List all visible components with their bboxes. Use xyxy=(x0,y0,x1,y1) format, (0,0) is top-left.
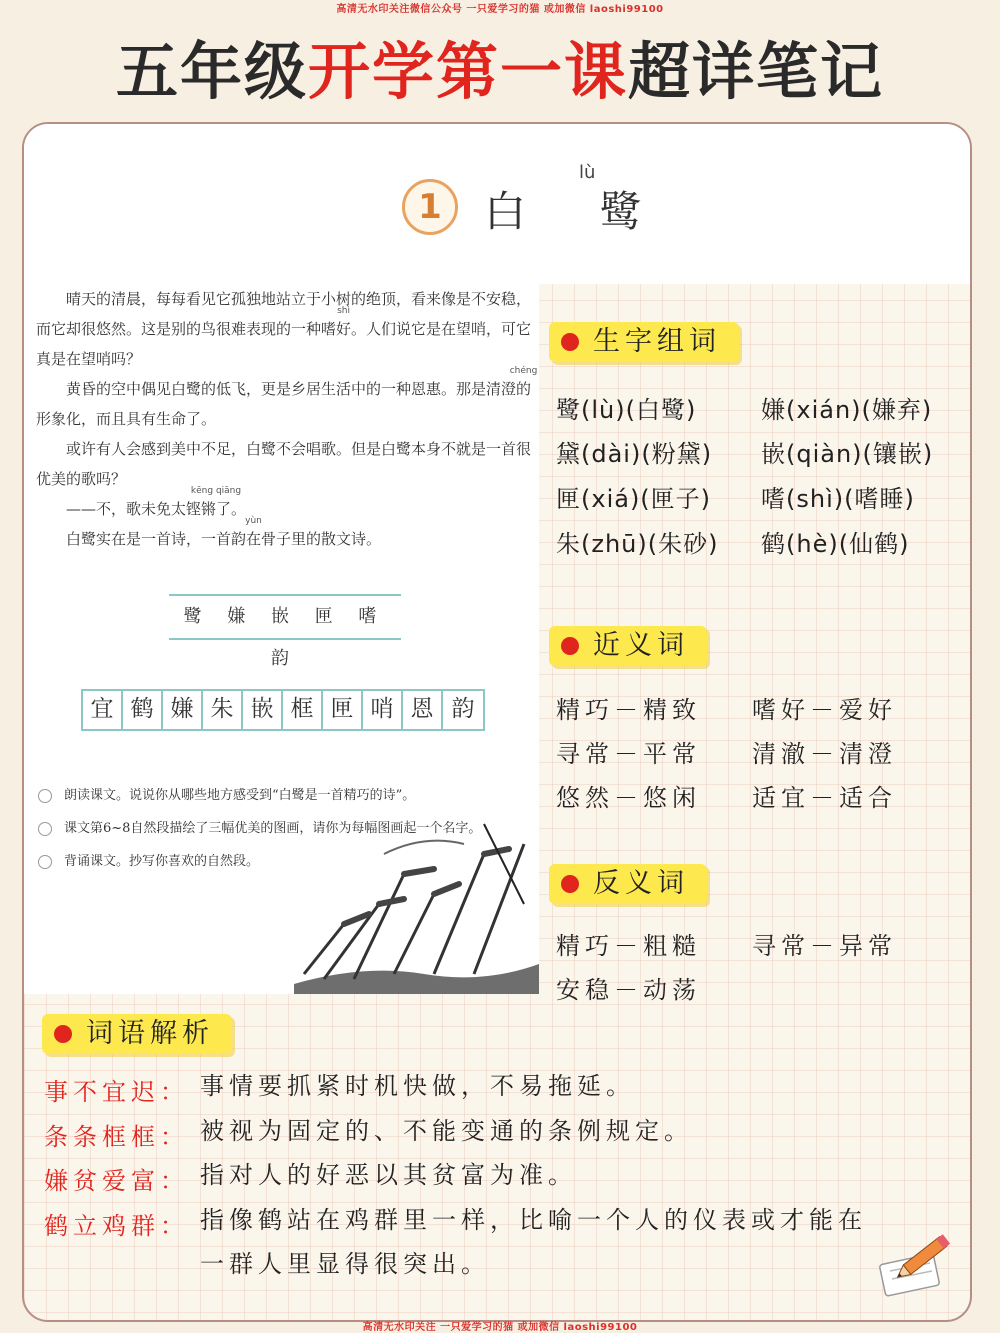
exercise-item: 课文第6~8自然段描绘了三幅优美的图画，请你为每幅图画起一个名字。 xyxy=(36,812,536,845)
page-title xyxy=(0,22,1000,111)
vocab-item: 朱(zhū)(朱砂) xyxy=(556,530,719,558)
title-part-1: 五年级 xyxy=(115,35,308,108)
ruby-base: 嗜 xyxy=(321,320,337,338)
ruby-pinyin: shì xyxy=(337,306,350,316)
passage-text: 的形象化，而且具有生命了。 xyxy=(36,380,532,428)
vocab-item: 鹤(hè)(仙鹤) xyxy=(761,530,910,558)
ink-painting-illustration xyxy=(284,814,539,994)
write-char-cell: 鹤 xyxy=(123,691,163,729)
notes-card xyxy=(22,122,972,1322)
write-char-cell: 哨 xyxy=(363,691,403,729)
ruby-base: 澄 xyxy=(501,380,517,398)
ruby-base: 韵 xyxy=(231,530,247,548)
section-explain-heading: 词语解析 xyxy=(42,1014,232,1054)
antonym-pair: 安稳－动荡 xyxy=(556,976,701,1004)
lesson-passage xyxy=(36,284,536,554)
ruby-word xyxy=(321,306,350,338)
explain-text: 指对人的好恶以其贫富为准。 xyxy=(200,1161,577,1189)
passage-text: 了。 xyxy=(216,500,247,518)
watermark-bottom: 高清无水印关注 一只爱学习的猫 或加微信 laoshi99100 xyxy=(362,1322,638,1333)
recognize-chars-box: 鹭 嫌 嵌 匣 嗜 韵 xyxy=(169,594,401,640)
write-char-cell: 框 xyxy=(283,691,323,729)
exercise-item: 朗读课文。说说你从哪些地方感受到“白鹭是一首精巧的诗”。 xyxy=(36,779,536,812)
section-vocab-heading: 生字组词 xyxy=(549,322,739,362)
explain-term: 嫌贫爱富： xyxy=(44,1167,189,1195)
passage-text: 好。人们说它是在望哨，可它真是在望哨吗？ xyxy=(36,320,532,368)
write-char-cell: 嫌 xyxy=(163,691,203,729)
section-antonyms-heading: 反义词 xyxy=(549,864,707,904)
synonym-pair: 悠然－悠闲 xyxy=(556,784,701,812)
exercise-item: 背诵课文。抄写你喜欢的自然段。 xyxy=(36,845,536,878)
explain-text: 指像鹤站在鸡群里一样，比喻一个人的仪表或才能在一群人里显得很突出。 xyxy=(200,1206,867,1278)
vocab-item: 嵌(qiàn)(镶嵌) xyxy=(761,440,934,468)
passage-paragraph-3: 或许有人会感到美中不足，白鹭不会唱歌。但是白鹭本身不就是一首很优美的歌吗？ xyxy=(36,440,532,488)
explain-term: 条条框框： xyxy=(44,1123,189,1151)
pencil-icon xyxy=(874,1219,964,1299)
antonym-pair: 精巧－粗糙 xyxy=(556,932,701,960)
synonym-pair: 清澈－清澄 xyxy=(752,740,897,768)
ruby-pinyin: chéng xyxy=(509,366,538,376)
write-char-cell: 宜 xyxy=(83,691,123,729)
antonym-pair: 寻常－异常 xyxy=(752,932,897,960)
vocab-item: 鹭(lù)(白鹭) xyxy=(556,396,697,424)
explain-term: 鹤立鸡群： xyxy=(44,1212,189,1240)
write-char-cell: 朱 xyxy=(203,691,243,729)
write-chars-grid xyxy=(81,689,485,731)
lesson-title: 白 鹭 xyxy=(484,187,672,236)
passage-text: 白鹭实在是一首诗，一首 xyxy=(66,530,232,548)
passage-text: 晴天的清晨，每每看见它孤独地站立于小树的绝顶，看来像是不安稳，而它却很悠然。这是别的鸟很难表现的一种 xyxy=(36,290,532,338)
watermark-top: 高清无水印关注微信公众号 一只爱学习的猫 或加微信 laoshi99100 xyxy=(336,4,664,15)
lesson-number-badge: 1 xyxy=(402,179,458,235)
section-synonyms-heading: 近义词 xyxy=(549,626,707,666)
passage-paragraph-5 xyxy=(36,516,536,554)
vocab-item: 嗜(shì)(嗜睡) xyxy=(761,485,915,513)
vocab-item: 黛(dài)(粉黛) xyxy=(556,440,713,468)
passage-paragraph-4 xyxy=(36,486,536,524)
textbook-page xyxy=(24,124,539,994)
passage-paragraph-1 xyxy=(36,284,536,374)
write-char-cell: 恩 xyxy=(403,691,443,729)
synonym-pair: 寻常－平常 xyxy=(556,740,701,768)
passage-paragraph-2 xyxy=(36,366,538,434)
write-char-cell: 嵌 xyxy=(243,691,283,729)
vocab-item: 匣(xiá)(匣子) xyxy=(556,485,712,513)
vocab-item: 嫌(xián)(嫌弃) xyxy=(761,396,933,424)
title-part-3: 超详笔记 xyxy=(628,35,885,108)
explain-term: 事不宜迟： xyxy=(44,1078,189,1106)
passage-text: ——不，歌未免太 xyxy=(66,500,187,518)
passage-text: 在骨子里的散文诗。 xyxy=(246,530,382,548)
ruby-pinyin: yùn xyxy=(245,516,262,526)
ruby-base: 铿锵 xyxy=(186,500,217,518)
title-part-2: 开学第一课 xyxy=(307,35,628,108)
explain-text: 事情要抓紧时机快做，不易拖延。 xyxy=(200,1072,635,1100)
ruby-word xyxy=(186,486,242,518)
ruby-pinyin: kēng qiāng xyxy=(190,486,242,496)
passage-text: 黄昏的空中偶见白鹭的低飞，更是乡居生活中的一种恩惠。那是清 xyxy=(66,380,502,398)
synonym-pair: 精巧－精致 xyxy=(556,696,701,724)
write-char-cell: 匣 xyxy=(323,691,363,729)
lesson-title-pinyin: lù xyxy=(579,162,596,183)
synonym-pair: 适宜－适合 xyxy=(752,784,897,812)
synonym-pair: 嗜好－爱好 xyxy=(752,696,897,724)
explain-text: 被视为固定的、不能变通的条例规定。 xyxy=(200,1117,693,1145)
ruby-word xyxy=(501,366,538,398)
write-char-cell: 韵 xyxy=(451,696,475,722)
ruby-word xyxy=(231,516,262,548)
